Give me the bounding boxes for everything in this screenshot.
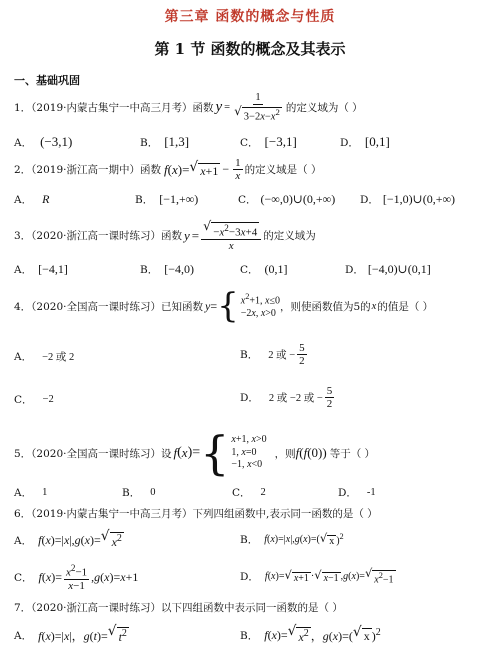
q4-option-b[interactable]: B． 2 或 − $\frac{5}{2}$ [240,342,305,368]
q4-option-c[interactable]: C． −2 [14,394,54,406]
q2-option-c[interactable]: C． (−∞,0)∪(0,+∞) [238,192,336,206]
q5-option-a[interactable]: A． 1 [14,487,48,499]
q3-option-a[interactable]: A． [−4,1] [14,262,68,276]
section-title: 第 1 节 函数的概念及其表示 [154,40,346,58]
q6-option-d[interactable]: D． f(x)= √ x+1 · √ x−1 ,g(x)= √ $x^2-1$ [240,566,394,586]
q5-piecewise: { x+1, x>0 1, x=0 −1, x<0 [200,426,267,480]
question-6-stem: 6．（2019·内蒙古集宁一中高三月考）下列四组函数中,表示同一函数的是（ ） [14,508,378,520]
q6-option-c[interactable]: C． f(x)= $\frac{x^2-1}{x-1}$ ,g(x)=x+1 [14,563,139,592]
question-5-stem: 5．（2020·全国高一课时练习）设 f ( x )= { x+1, x>0 1, x=0 −1, x<0 ，则 f ( f (0)) 等于（ ） [14,426,376,480]
q4-piecewise: { $x^2+1$, x≤0 −2x, x>0 [217,286,280,326]
q3-option-c[interactable]: C． (0,1] [240,262,288,276]
question-1-stem: 1．（2019·内蒙古集宁一中高三月考）函数 y = 1 √ $3-2x-x^2$ 的定义域为（ ） [14,92,363,123]
question-2-stem: 2．（2019·浙江高一期中）函数 f ( x )= √ x+1 − $\frac{1}{x}$ 的定义域是（ ） [14,157,322,183]
question-4-stem: 4．（2020·全国高一课时练习）已知函数 y = { $x^2+1$, x≤0 −2x, x>0 ，则使函数值为5的 x 的值是（ ） [14,286,434,326]
q3-option-d[interactable]: D． [−4,0)∪(0,1] [345,262,431,276]
q5-option-d[interactable]: D． -1 [338,487,376,499]
q5-option-c[interactable]: C． 2 [232,487,266,499]
q7-option-b[interactable]: B． f(x)= √ $x^2$ ，g(x)=( √ x )$^2$ [240,623,381,644]
question-7-stem: 7．（2020·浙江高一课时练习）以下四组函数中表示同一函数的是（ ） [14,602,343,614]
q7-option-a[interactable]: A． f(x)=|x|，g(t)= √ $t^2$ [14,623,127,644]
q5-option-b[interactable]: B． 0 [122,487,156,499]
chapter-title: 第三章 函数的概念与性质 [164,9,336,25]
question-3-stem: 3．（2020·浙江高一课时练习）函数 y = √ $-x^2-3x+4$ x 的定义域为 [14,218,316,252]
q4-option-a[interactable]: A． −2 或 2 [14,351,75,363]
q6-option-b[interactable]: B． f(x)=|x|,g(x)=( √ x )$^2$ [240,530,344,547]
q2-option-b[interactable]: B． [−1,+∞) [135,192,199,206]
q3-option-b[interactable]: B． [−4,0) [140,262,194,276]
q1-option-c[interactable]: C． [−3,1] [240,134,297,149]
q2-option-a[interactable]: A． R [14,192,50,206]
q1-option-b[interactable]: B． [1,3] [140,134,190,149]
q1-option-a[interactable]: A． (−3,1) [14,134,73,149]
q1-fraction: 1 √ $3-2x-x^2$ [234,92,280,123]
q1-option-d[interactable]: D． [0,1] [340,134,390,149]
part-heading: 一、基础巩固 [14,74,80,87]
q4-option-d[interactable]: D． 2 或 −2 或 − $\frac{5}{2}$ [240,385,333,411]
q2-option-d[interactable]: D． [−1,0)∪(0,+∞) [360,192,456,206]
q1-y: y [215,98,223,115]
q6-option-a[interactable]: A． f(x)=|x|,g(x)= √ $x^2$ [14,528,122,549]
